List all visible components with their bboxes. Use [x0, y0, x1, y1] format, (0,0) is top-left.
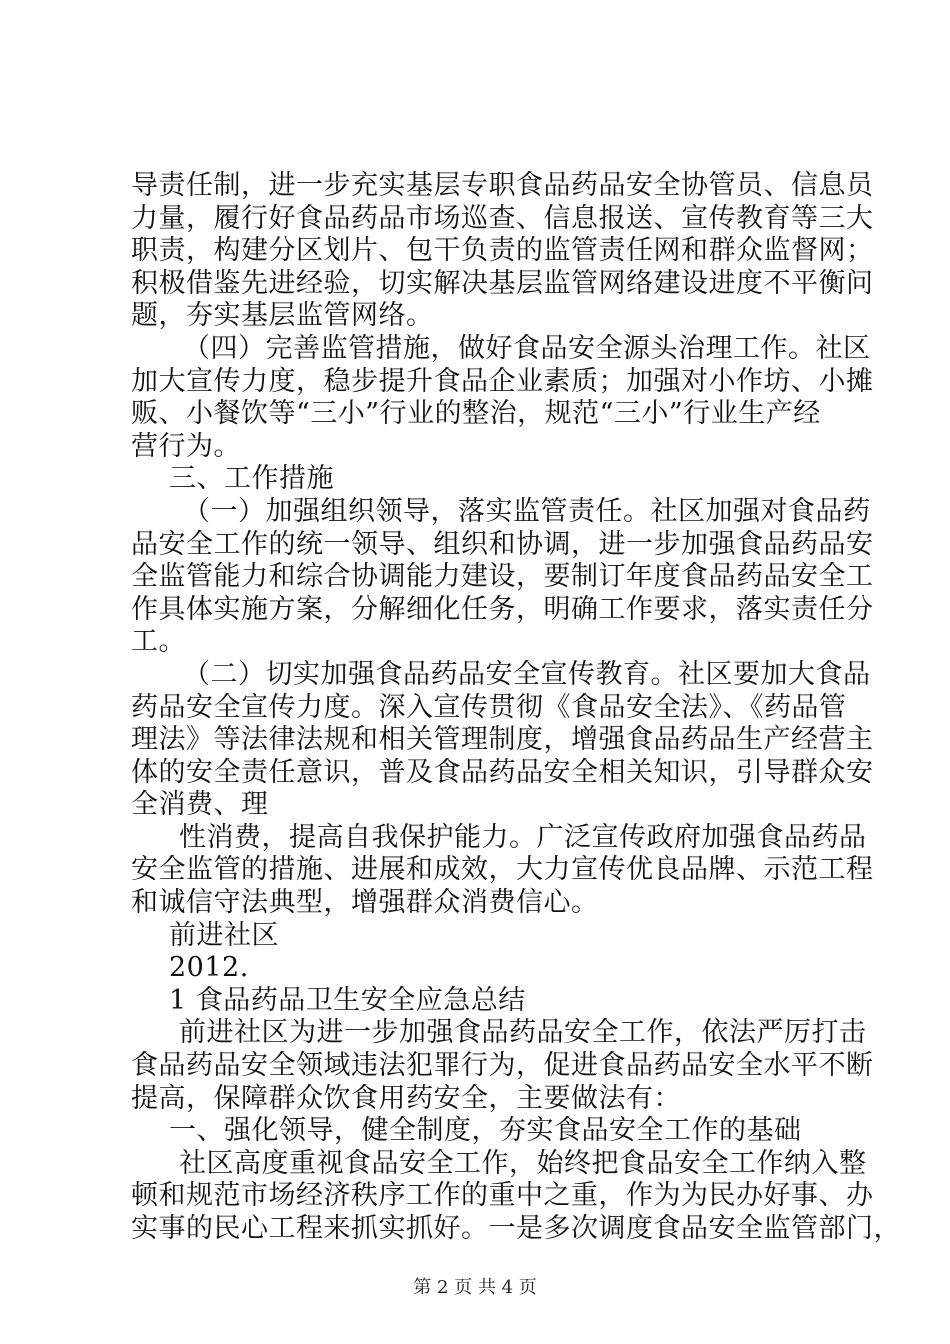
text-line: 全监管能力和综合协调能力建设，要制订年度食品药品安全工: [131, 561, 874, 593]
text-line: 力量，履行好食品药品市场巡查、信息报送、宣传教育等三大: [131, 202, 874, 234]
text-line: （一）加强组织领导，落实监管责任。社区加强对食品药: [183, 495, 871, 527]
text-line: 营行为。: [131, 430, 241, 462]
text-line: 性消费，提高自我保护能力。广泛宣传政府加强食品药品: [179, 821, 867, 853]
text-line: 理法》等法律法规和相关管理制度，增强食品药品生产经营主: [131, 724, 874, 756]
text-line: 社区高度重视食品安全工作，始终把食品安全工作纳入整: [179, 1147, 867, 1179]
text-line: 三、工作措施: [169, 463, 334, 495]
text-line: 一、强化领导，健全制度，夯实食品安全工作的基础: [169, 1115, 802, 1147]
text-line: 贩、小餐饮等“三小”行业的整治，规范“三小”行业生产经: [131, 398, 821, 430]
text-line: 和诚信守法典型，增强群众消费信心。: [131, 887, 599, 919]
text-line: 1 食品药品卫生安全应急总结: [169, 984, 526, 1016]
text-line: 前进社区: [169, 919, 279, 951]
text-line: 工。: [131, 626, 186, 658]
text-line: 食品药品安全领域违法犯罪行为，促进食品药品安全水平不断: [131, 1050, 874, 1082]
text-line: 顿和规范市场经济秩序工作的重中之重，作为为民办好事、办: [131, 1180, 874, 1212]
text-line: 安全监管的措施、进展和成效，大力宣传优良品牌、示范工程: [131, 854, 874, 886]
page-footer: 第 2 页 共 4 页: [413, 1277, 537, 1298]
body-text: [131, 170, 901, 1246]
text-line: 品安全工作的统一领导、组织和协调，进一步加强食品药品安: [131, 528, 874, 560]
text-line: 积极借鉴先进经验，切实解决基层监管网络建设进度不平衡问: [131, 267, 874, 299]
text-line: 实事的民心工程来抓实抓好。一是多次调度食品安全监管部门，: [131, 1213, 901, 1244]
text-line: 职责，构建分区划片、包干负责的监管责任网和群众监督网；: [131, 235, 874, 267]
text-line: 药品安全宣传力度。深入宣传贯彻《食品安全法》、《药品管: [131, 691, 847, 723]
text-line: 全消费、理: [131, 789, 269, 821]
text-line: （二）切实加强食品药品安全宣传教育。社区要加大食品: [183, 658, 871, 690]
text-line: 作具体实施方案，分解细化任务，明确工作要求，落实责任分: [131, 593, 874, 625]
text-line: 2012.: [169, 952, 249, 984]
text-line: 体的安全责任意识，普及食品药品安全相关知识，引导群众安: [131, 756, 874, 788]
text-line: 导责任制，进一步充实基层专职食品药品安全协管员、信息员: [131, 170, 874, 201]
text-line: 前进社区为进一步加强食品药品安全工作，依法严厉打击: [179, 1017, 867, 1049]
text-line: （四）完善监管措施，做好食品安全源头治理工作。社区: [183, 332, 871, 364]
text-line: 提高，保障群众饮食用药安全，主要做法有：: [131, 1082, 681, 1114]
text-line: 加大宣传力度，稳步提升食品企业素质；加强对小作坊、小摊: [131, 365, 874, 397]
text-line: 题，夯实基层监管网络。: [131, 300, 434, 332]
